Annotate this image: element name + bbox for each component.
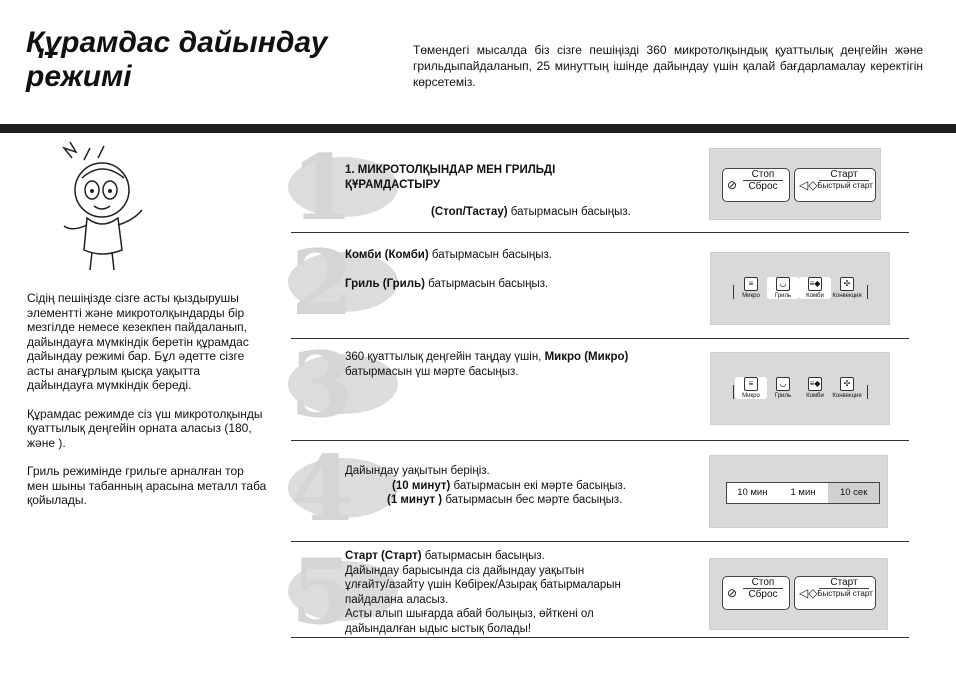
convection-mode-button[interactable] <box>831 277 863 299</box>
intro-text: Төмендегі мысалда біз сізге пешіңізді 360 микротолқындық қуаттылық деңгейін және грильдыпайдаланып, 25 минуттың ішінде дайындау үшін қалай бағдарламалау керектігін көрсетеміз. <box>413 43 923 89</box>
mode-buttons-2 <box>735 277 863 299</box>
stop-label: Стоп <box>743 169 783 181</box>
step-5-line-5: дайындалған ыдыс ыстық болады! <box>345 622 532 635</box>
grill-mode-button[interactable] <box>767 277 799 299</box>
stop-reset-label: (Стоп/Тастау) <box>431 206 508 218</box>
stop-label: Стоп <box>743 577 783 589</box>
combi-icon: ≡◆ <box>808 377 822 391</box>
start-button[interactable] <box>794 576 876 610</box>
convection-icon: ✣ <box>840 277 854 291</box>
step-4-text-3: батырмасын бес мәрте басыңыз. <box>445 494 623 506</box>
mode-panel-3 <box>710 352 890 425</box>
convection-icon: ✣ <box>840 377 854 391</box>
ten-sec-button[interactable]: 10 сек <box>828 483 879 503</box>
step-5-line-1: Дайындау барысында сіз дайындау уақытын <box>345 564 585 577</box>
combi-mode-label: Комби <box>806 293 824 299</box>
grill-icon: ◡ <box>776 377 790 391</box>
step-number-2: 2 <box>291 230 354 336</box>
micro-mode-button[interactable] <box>735 377 767 399</box>
step-1-text: батырмасын басыңыз. <box>507 206 631 218</box>
ten-min-button[interactable]: 10 мин <box>737 487 768 498</box>
description-column <box>27 291 267 522</box>
grill-icon: ◡ <box>776 277 790 291</box>
quick-start-label: Быстрый старт <box>817 181 873 190</box>
stop-reset-button[interactable] <box>722 576 790 610</box>
grill-mode-label: Гриль <box>774 393 792 399</box>
time-buttons <box>726 482 880 504</box>
micro-button-label: Микро (Микро) <box>544 351 629 363</box>
convection-label: Конвекция <box>832 393 862 399</box>
combi-label: Комби (Комби) <box>345 249 429 261</box>
title-line-2: режимі <box>26 60 132 93</box>
step-4-text-1: Дайындау уақытын беріңіз. <box>345 465 490 477</box>
micro-label: Микро <box>742 293 760 299</box>
combi-mode-label: Комби <box>806 393 824 399</box>
step-number-3: 3 <box>291 332 354 438</box>
reset-label: Сброс <box>748 181 778 192</box>
start-label: Старт <box>819 169 869 181</box>
convection-label: Конвекция <box>832 293 862 299</box>
description-paragraph-1: Сідің пешіңізде сізге асты қыздырушы элементті және микротолқындарды бір мезгілде немесе кезекпен пайдаланып, дайындауға мүмкіндік беретін құрамдас дайындау режимі бар. Бұл әдетте сізге асты анағұрлым қысқа уақытта дайындауға мүмкіндік береді. <box>27 291 249 392</box>
mascot-illustration <box>42 140 162 275</box>
stop-icon: ⊘ <box>727 586 738 600</box>
stop-reset-button[interactable] <box>722 168 790 202</box>
micro-mode-button[interactable] <box>735 277 767 299</box>
one-min-label: (1 минут ) <box>387 494 443 506</box>
step-2-text-1: батырмасын басыңыз. <box>428 249 552 261</box>
step-5-line-2: ұлғайту/азайту үшін Көбірек/Азырақ батырмаларын <box>345 579 621 591</box>
description-paragraph-3: Гриль режимінде грильге арналған тор мен шыны табанның арасына металл таба қойылады. <box>27 464 267 507</box>
start-icon: ◁◇ <box>799 586 818 600</box>
stop-start-panel-5 <box>709 558 888 630</box>
step-5-text-1: батырмасын басыңыз. <box>421 550 545 562</box>
step-5-line-4: Асты алып шығарда абай болыңыз, өйткені ол <box>345 608 594 620</box>
step-2-text-2: батырмасын басыңыз. <box>424 278 549 290</box>
ten-min-label: (10 минут) <box>392 480 451 492</box>
combi-mode-button[interactable] <box>799 377 831 399</box>
quick-start-label: Быстрый старт <box>817 589 873 598</box>
step-number-5: 5 <box>291 539 354 645</box>
start-label: Старт <box>819 577 869 589</box>
reset-label: Сброс <box>748 589 778 600</box>
start-icon: ◁◇ <box>799 178 818 192</box>
convection-mode-button[interactable] <box>831 377 863 399</box>
step-1-heading: 1. МИКРОТОЛҚЫНДАР МЕН ГРИЛЬДІ ҚҰРАМДАСТЫРУ <box>345 164 556 191</box>
page-title <box>26 26 327 94</box>
grill-label: Гриль (Гриль) <box>345 278 425 290</box>
description-paragraph-2: Құрамдас режимде сіз үш микротолқынды қуаттылық деңгейін орната аласыз (180, және ). <box>27 406 263 450</box>
stop-icon: ⊘ <box>727 178 738 192</box>
micro-icon: ≡ <box>744 277 758 291</box>
header-divider <box>0 124 956 133</box>
mode-panel-2 <box>710 252 890 325</box>
grill-mode-button[interactable] <box>767 377 799 399</box>
stop-start-panel-1 <box>709 148 881 220</box>
step-number-1: 1 <box>291 135 354 241</box>
start-button[interactable] <box>794 168 876 202</box>
step-4-text-2: батырмасын екі мәрте басыңыз. <box>453 480 626 492</box>
combi-mode-button[interactable] <box>799 277 831 299</box>
start-button-label: Старт (Старт) <box>345 550 422 562</box>
step-3-text-2: батырмасын үш мәрте басыңыз. <box>345 365 519 378</box>
step-3-text-1: 360 қуаттылық деңгейін таңдау үшін, <box>345 351 545 363</box>
combi-icon: ≡◆ <box>808 277 822 291</box>
micro-label: Микро <box>742 393 760 399</box>
micro-icon: ≡ <box>744 377 758 391</box>
step-number-4: 4 <box>291 436 354 542</box>
one-min-button[interactable]: 1 мин <box>790 487 816 498</box>
mode-buttons-3 <box>735 377 863 399</box>
title-line-1: Құрамдас дайындау <box>26 26 328 59</box>
grill-mode-label: Гриль <box>774 293 792 299</box>
step-5-line-3: пайдалана аласыз. <box>345 593 449 606</box>
